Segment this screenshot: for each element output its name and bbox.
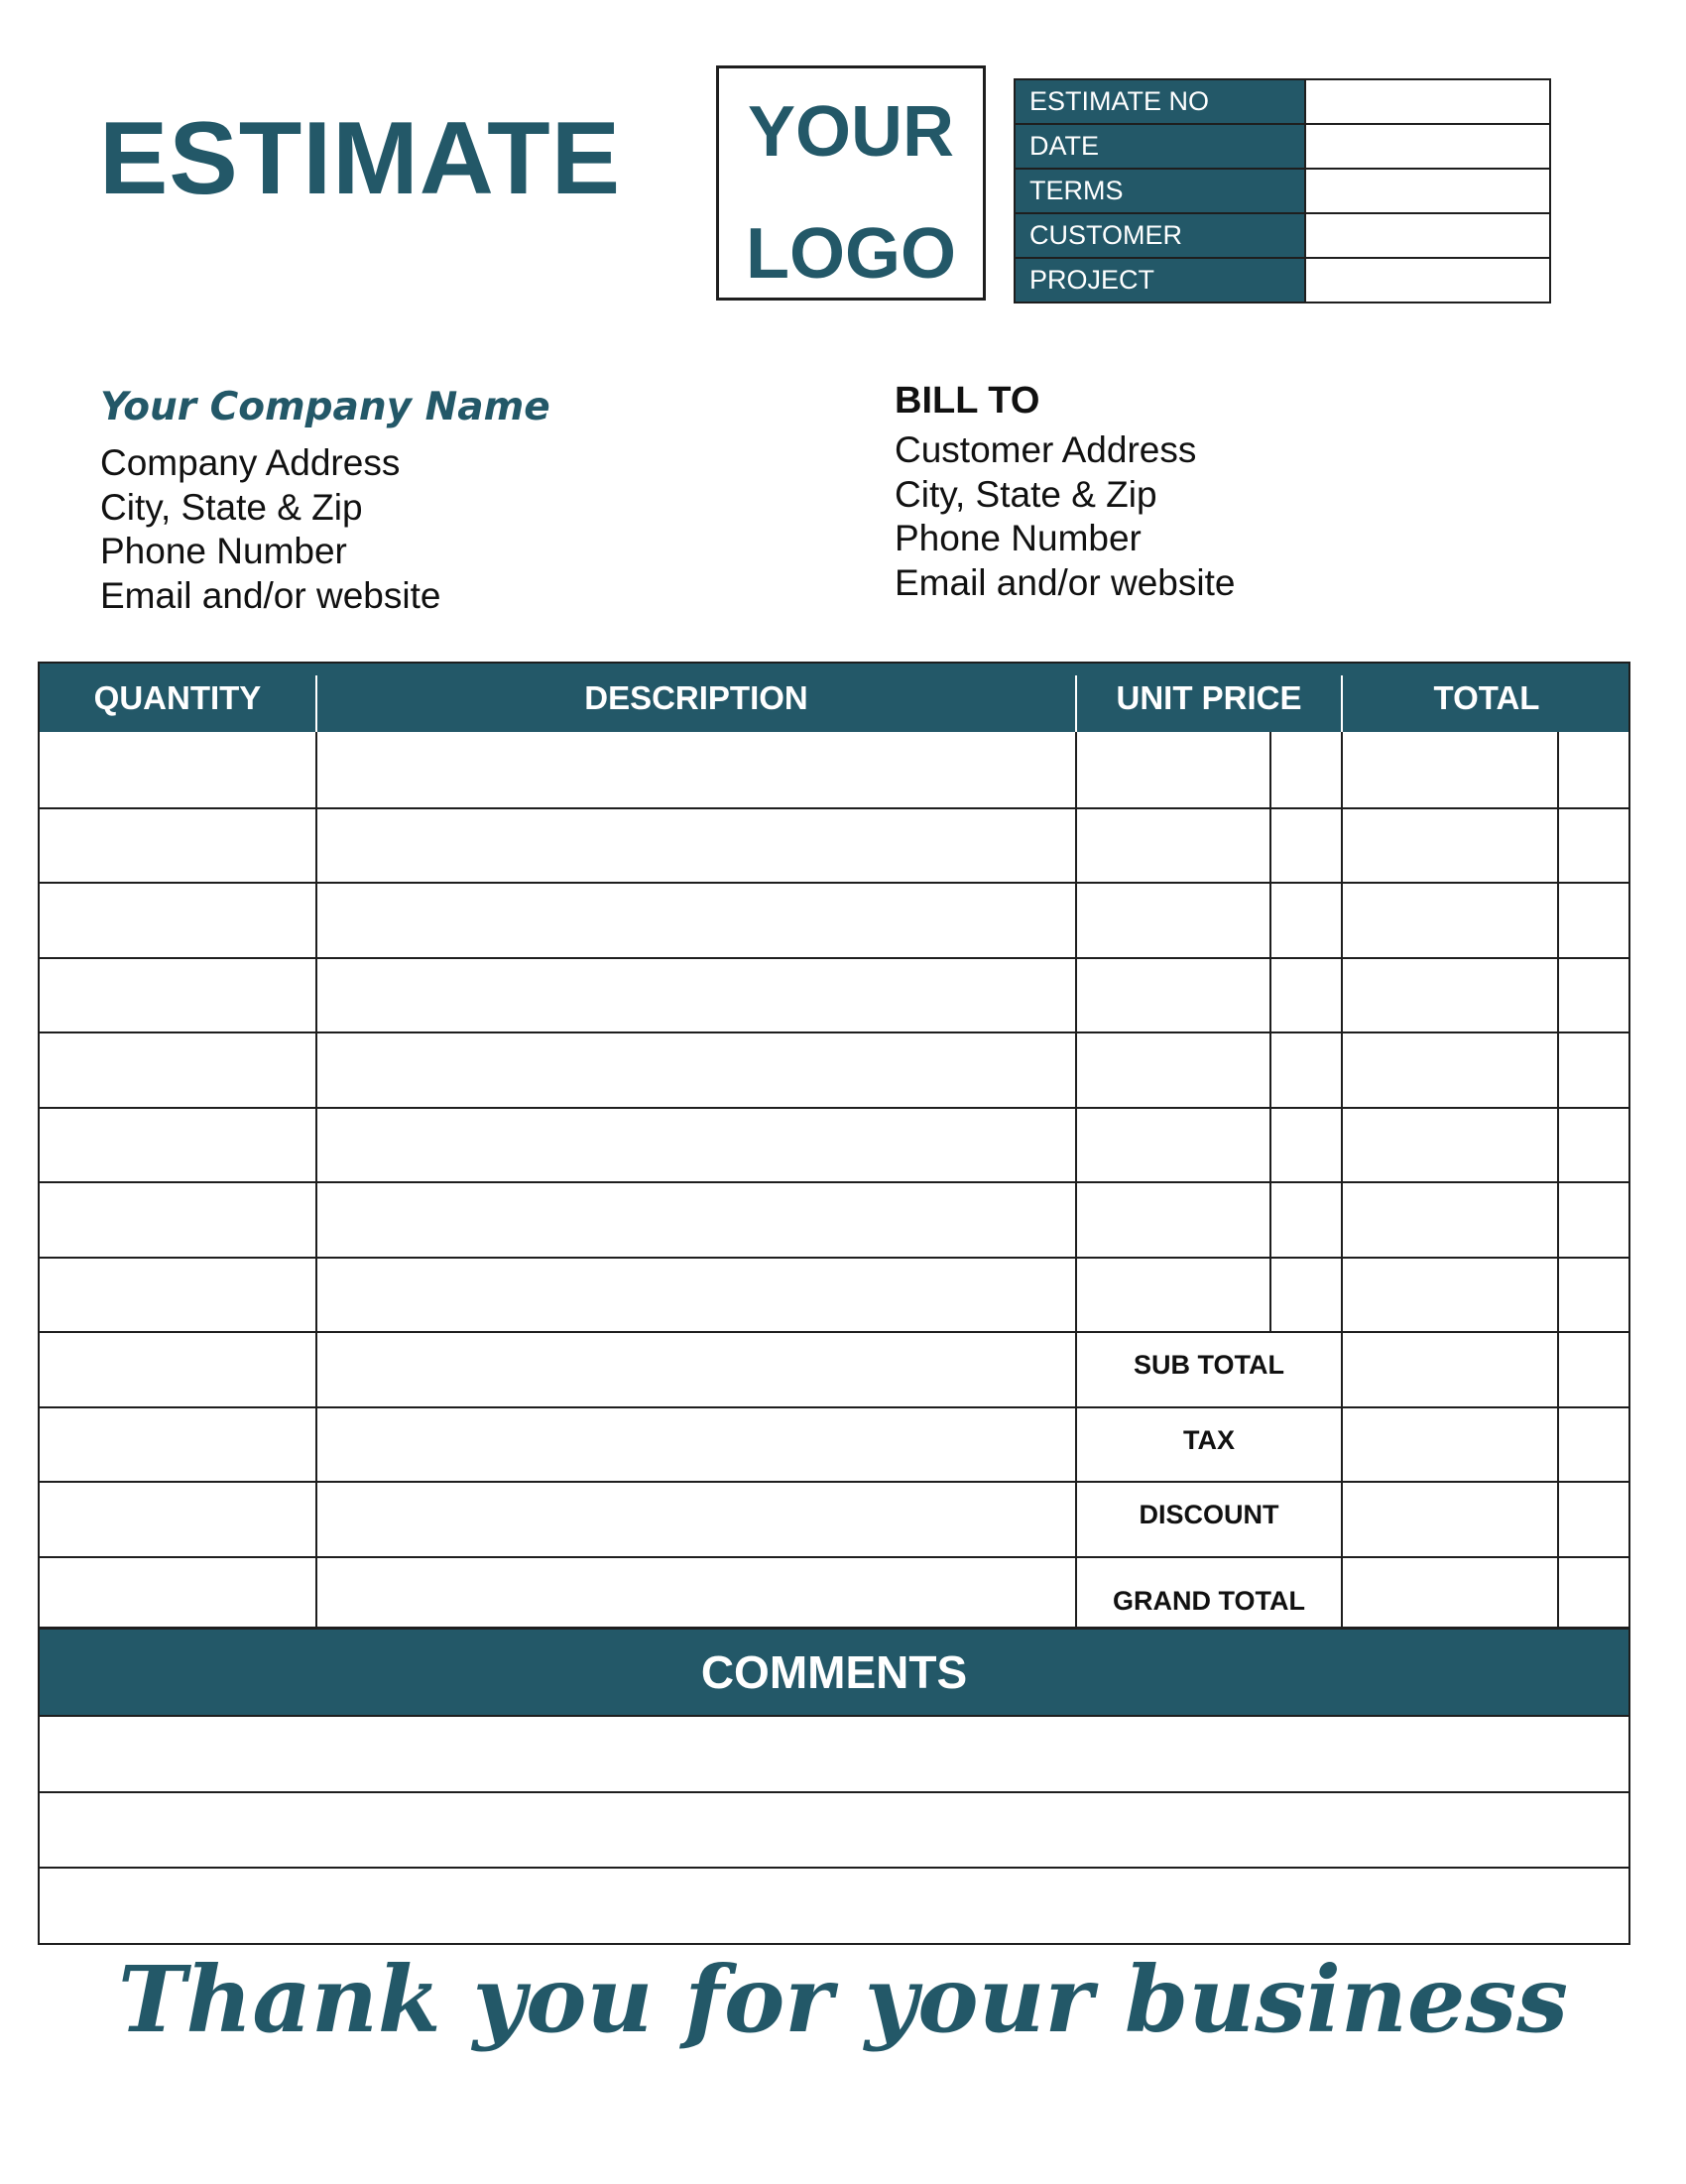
estimate-no-field[interactable]	[1305, 79, 1550, 124]
column-header-description: DESCRIPTION	[584, 679, 808, 716]
row-separator	[40, 807, 1628, 809]
column-header-total: TOTAL	[1433, 679, 1540, 716]
column-divider	[1075, 732, 1077, 1627]
sub-total-label: SUB TOTAL	[1134, 1350, 1284, 1380]
row-separator	[40, 1331, 1628, 1333]
row-separator	[40, 1107, 1628, 1109]
customer-email: Email and/or website	[895, 561, 1236, 603]
row-separator	[40, 1406, 1628, 1408]
row-separator	[40, 1031, 1628, 1033]
comment-line	[40, 1715, 1628, 1717]
document-title: ESTIMATE	[99, 101, 622, 216]
bill-to-heading: BILL TO	[895, 380, 1040, 422]
meta-row	[1015, 169, 1550, 213]
meta-label: TERMS	[1015, 169, 1305, 213]
project-field[interactable]	[1305, 258, 1550, 303]
row-separator	[40, 957, 1628, 959]
thank-you-footer: Thank you for your business	[118, 1946, 1568, 2053]
company-city-state-zip: City, State & Zip	[100, 486, 363, 528]
meta-row	[1015, 258, 1550, 303]
meta-label: ESTIMATE NO	[1015, 79, 1305, 124]
company-block	[100, 385, 550, 618]
meta-label: DATE	[1015, 124, 1305, 169]
company-phone: Phone Number	[100, 531, 347, 571]
discount-label: DISCOUNT	[1139, 1500, 1279, 1529]
row-separator	[40, 1481, 1628, 1483]
meta-row	[1015, 79, 1550, 124]
company-email: Email and/or website	[100, 574, 441, 616]
items-table	[38, 662, 1630, 1629]
comments-heading: COMMENTS	[40, 1630, 1628, 1715]
grand-total-label: GRAND TOTAL	[1113, 1586, 1305, 1616]
header-separator	[1341, 675, 1343, 732]
customer-field[interactable]	[1305, 213, 1550, 258]
comments-section	[38, 1628, 1630, 1945]
customer-city-state-zip: City, State & Zip	[895, 473, 1157, 515]
date-field[interactable]	[1305, 124, 1550, 169]
cents-divider	[1269, 732, 1271, 1331]
logo-line-1: YOUR	[747, 92, 955, 172]
logo-placeholder	[716, 65, 986, 301]
column-header-quantity: QUANTITY	[93, 679, 262, 716]
items-table-header	[40, 664, 1628, 732]
row-separator	[40, 1556, 1628, 1558]
bill-to-block	[895, 380, 1235, 605]
meta-row	[1015, 124, 1550, 169]
terms-field[interactable]	[1305, 169, 1550, 213]
row-separator	[40, 882, 1628, 884]
estimate-meta-table	[1014, 78, 1551, 303]
company-name: Your Company Name	[100, 385, 550, 429]
meta-label: PROJECT	[1015, 258, 1305, 303]
cents-divider	[1557, 732, 1559, 1627]
customer-address: Customer Address	[895, 429, 1197, 470]
comment-line	[40, 1791, 1628, 1793]
row-separator	[40, 1257, 1628, 1259]
row-separator	[40, 1181, 1628, 1183]
logo-line-2: LOGO	[746, 214, 956, 294]
tax-label: TAX	[1183, 1425, 1235, 1455]
column-divider	[1341, 732, 1343, 1627]
comment-line	[40, 1867, 1628, 1869]
column-divider	[315, 732, 317, 1627]
company-address: Company Address	[100, 442, 401, 483]
header-separator	[1075, 675, 1077, 732]
meta-row	[1015, 213, 1550, 258]
customer-phone: Phone Number	[895, 518, 1142, 558]
header-separator	[315, 675, 317, 732]
column-header-unit-price: UNIT PRICE	[1116, 679, 1302, 716]
meta-label: CUSTOMER	[1015, 213, 1305, 258]
